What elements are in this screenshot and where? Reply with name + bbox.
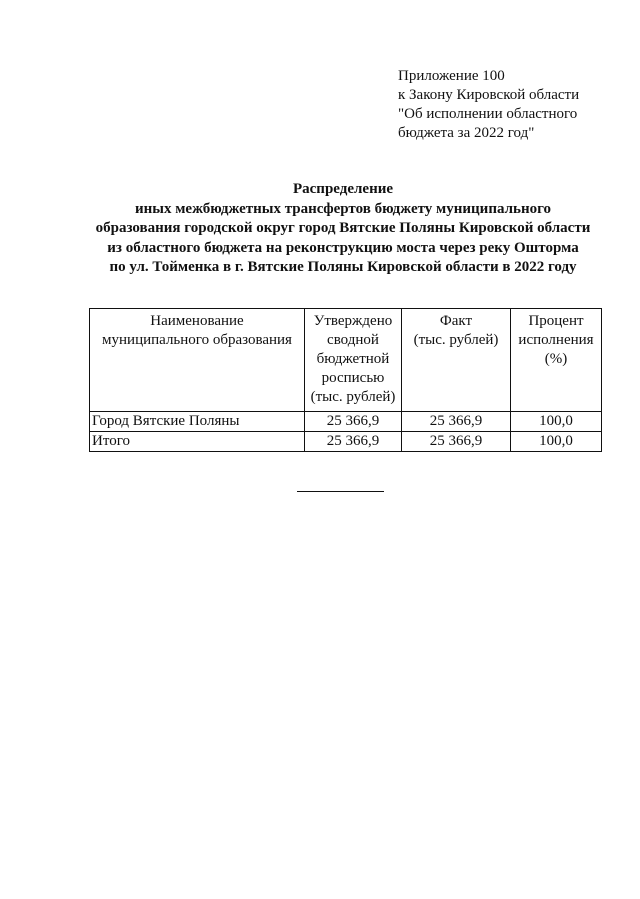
- appendix-line: Приложение 100: [398, 68, 505, 84]
- table-header-row: [90, 309, 602, 412]
- distribution-table: [89, 308, 602, 452]
- appendix-block: [398, 67, 579, 143]
- title-line: образования городской округ город Вятские Поляны Кировской области: [95, 220, 591, 236]
- document-title: [0, 180, 640, 278]
- title-line: Распределение: [292, 181, 394, 197]
- table-row: [90, 412, 602, 432]
- table-row-total: [90, 432, 602, 452]
- cell-approved: 25 366,9: [305, 412, 402, 432]
- header-municipality: Наименование муниципального образования: [90, 309, 305, 412]
- header-actual: Факт (тыс. рублей): [402, 309, 511, 412]
- title-line: из областного бюджета на реконструкцию моста через реку Ошторма: [107, 239, 579, 256]
- header-approved: Утверждено сводной бюджетной росписью (тыс. рублей): [305, 309, 402, 412]
- cell-total-label: Итого: [90, 432, 305, 452]
- cell-actual: 25 366,9: [402, 432, 511, 452]
- cell-municipality: Город Вятские Поляны: [90, 412, 305, 432]
- cell-percent: 100,0: [511, 432, 602, 452]
- header-percent: Процент исполнения (%): [511, 309, 602, 412]
- title-line: иных межбюджетных трансфертов бюджету муниципального: [134, 200, 552, 217]
- title-line: по ул. Тойменка в г. Вятские Поляны Кировской области в 2022 году: [109, 259, 577, 275]
- cell-approved: 25 366,9: [305, 432, 402, 452]
- cell-percent: 100,0: [511, 412, 602, 432]
- end-divider: [297, 491, 384, 492]
- appendix-line: к Закону Кировской области: [398, 87, 580, 103]
- appendix-line: "Об исполнении областного: [398, 106, 578, 122]
- cell-actual: 25 366,9: [402, 412, 511, 432]
- appendix-line: бюджета за 2022 год": [398, 125, 535, 141]
